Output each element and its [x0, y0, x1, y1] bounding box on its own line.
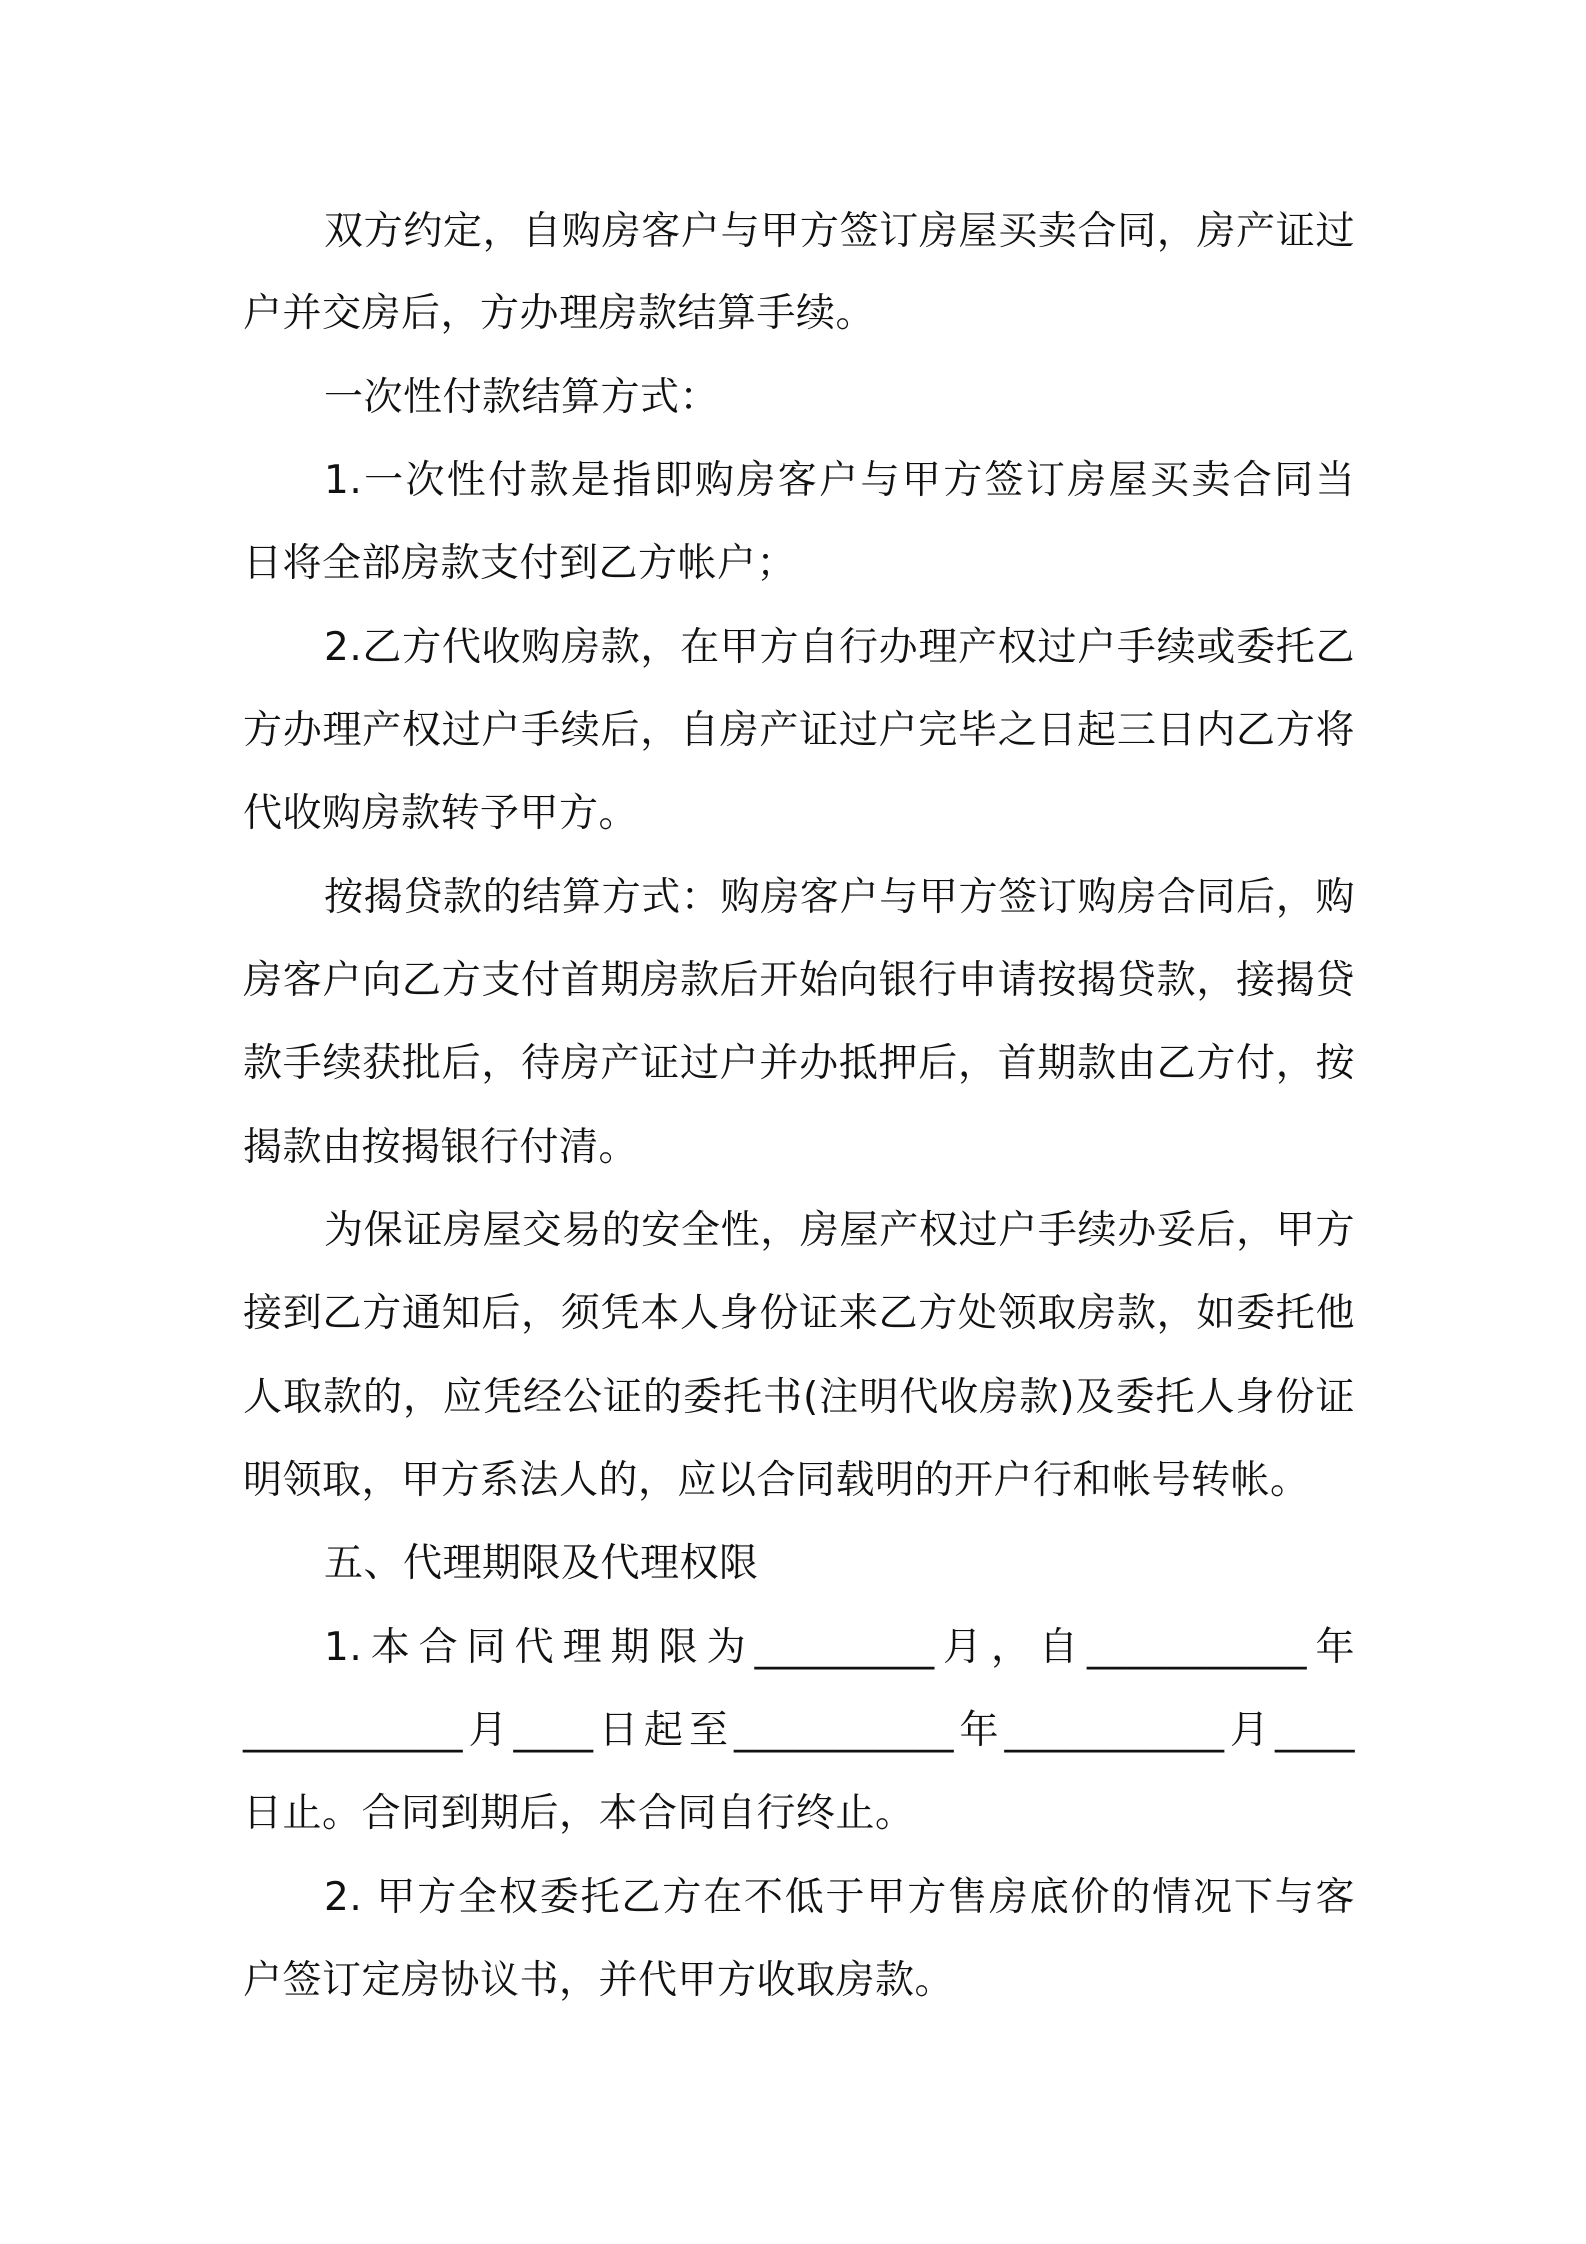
- heading-lump-sum-payment: 一次性付款结算方式：: [324, 375, 720, 420]
- paragraph-settlement-line-1: 双方约定，自购房客户与甲方签订房屋买卖合同，房产证过: [324, 209, 1355, 254]
- term-clause-line-3: 日止。合同到期后，本合同自行终止。: [243, 1791, 915, 1836]
- paragraph-security-line-2: 接到乙方通知后，须凭本人身份证来乙方处领取房款，如委托他: [243, 1291, 1355, 1336]
- paragraph-mortgage-line-2: 房客户向乙方支付首期房款后开始向银行申请按揭贷款，接揭贷: [243, 958, 1355, 1003]
- paragraph-security-line-1: 为保证房屋交易的安全性，房屋产权过户手续办妥后，甲方: [324, 1208, 1355, 1253]
- authority-clause-line-1: 2. 甲方全权委托乙方在不低于甲方售房底价的情况下与客: [324, 1875, 1355, 1920]
- item-1-line-2: 日将全部房款支付到乙方帐户；: [243, 541, 797, 586]
- item-1-line-1: 1.一次性付款是指即购房客户与甲方签订房屋买卖合同当: [324, 458, 1355, 503]
- paragraph-security-line-4: 明领取，甲方系法人的，应以合同载明的开户行和帐号转帐。: [243, 1458, 1310, 1503]
- section-heading-agency-term: 五、代理期限及代理权限: [324, 1541, 759, 1586]
- item-2-line-3: 代收购房款转予甲方。: [243, 791, 639, 836]
- paragraph-settlement-line-2: 户并交房后，方办理房款结算手续。: [243, 291, 876, 336]
- term-clause-line-2: ___________月____日起至___________年___________月____: [243, 1708, 1355, 1753]
- authority-clause-line-2: 户签订定房协议书，并代甲方收取房款。: [243, 1958, 955, 2003]
- term-clause-line-1: 1.本合同代理期限为_________月，自___________年: [324, 1625, 1355, 1670]
- item-2-line-2: 方办理产权过户手续后，自房产证过户完毕之日起三日内乙方将: [243, 708, 1355, 753]
- paragraph-mortgage-line-3: 款手续获批后，待房产证过户并办抵押后，首期款由乙方付，按: [243, 1041, 1355, 1086]
- paragraph-mortgage-line-4: 揭款由按揭银行付清。: [243, 1125, 639, 1170]
- paragraph-mortgage-line-1: 按揭贷款的结算方式：购房客户与甲方签订购房合同后，购: [324, 875, 1355, 920]
- item-2-line-1: 2.乙方代收购房款，在甲方自行办理产权过户手续或委托乙: [324, 625, 1355, 670]
- paragraph-security-line-3: 人取款的，应凭经公证的委托书(注明代收房款)及委托人身份证: [243, 1375, 1355, 1420]
